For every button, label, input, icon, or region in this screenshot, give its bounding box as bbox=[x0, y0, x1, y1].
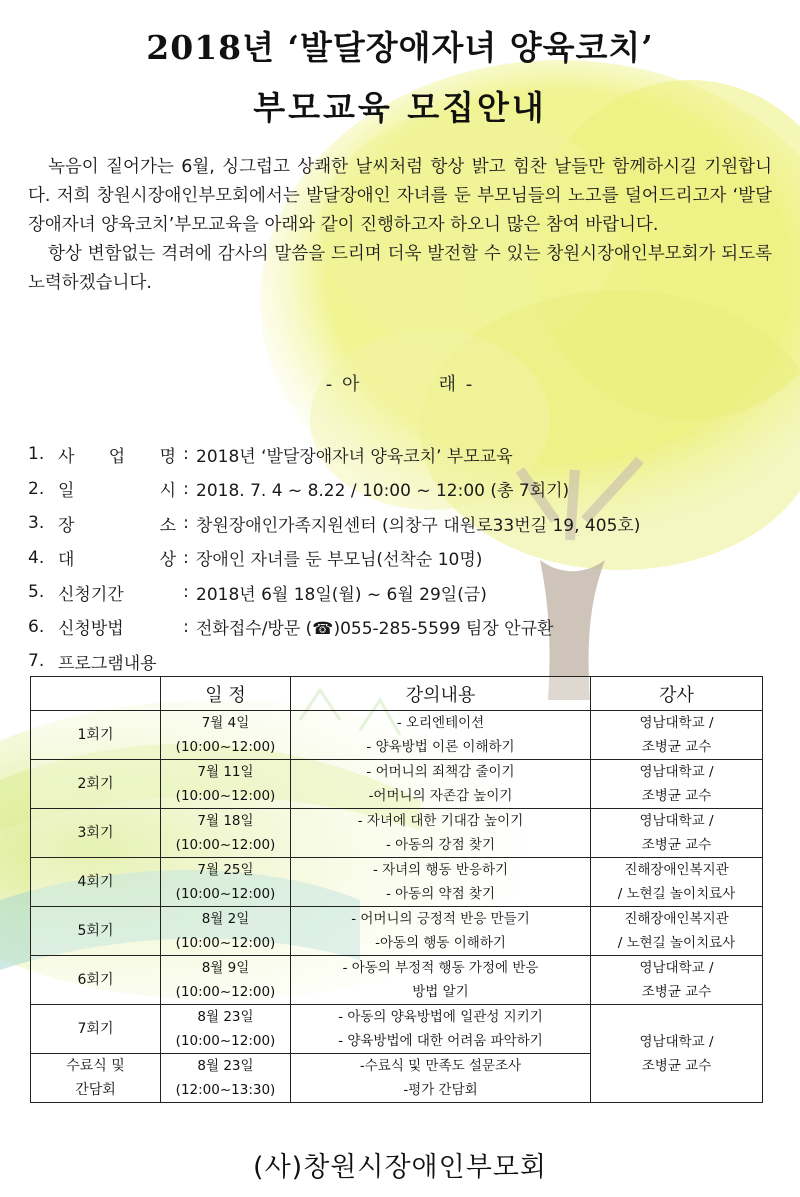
text-segment: -아동의 행동 이해하기 bbox=[375, 935, 506, 951]
program-table bbox=[30, 676, 763, 1103]
text-segment: 업 bbox=[108, 446, 126, 467]
table-cell bbox=[591, 956, 763, 1005]
header-content: 강의내용 bbox=[291, 677, 591, 711]
text-segment: 일 bbox=[58, 481, 75, 502]
text-segment: - 자녀의 행동 반응하기 bbox=[372, 862, 509, 878]
text-segment: 수료식 및 bbox=[66, 1058, 125, 1074]
text-segment: 2. bbox=[28, 478, 45, 499]
text-segment: : bbox=[183, 582, 189, 603]
text-segment: 대 bbox=[58, 550, 75, 571]
table-cell bbox=[291, 956, 591, 1005]
text-segment: - 아동의 양육방법에 일관성 지키기 bbox=[338, 1009, 543, 1025]
text-segment: 상 bbox=[159, 550, 176, 571]
info-list bbox=[28, 437, 788, 679]
text-segment: 7월 18일 bbox=[197, 813, 254, 829]
text-segment: 4. bbox=[28, 547, 45, 568]
text-segment: 장 bbox=[58, 515, 75, 536]
table-cell bbox=[161, 1005, 291, 1054]
table-cell: 2회기 bbox=[31, 760, 161, 809]
text-segment: 2018년 ‘발달장애자녀 양육코치’ 부모교육 bbox=[196, 446, 513, 467]
text-segment: / 노현길 놀이치료사 bbox=[617, 935, 736, 951]
text-segment: - 양육방법에 대한 어려움 파악하기 bbox=[338, 1033, 543, 1049]
text-segment: - 오리엔테이션 bbox=[396, 715, 485, 731]
text-segment: 조병균 교수 bbox=[641, 788, 712, 804]
text-segment: 신청기간 bbox=[58, 584, 124, 605]
text-segment: 3. bbox=[28, 513, 45, 534]
table-cell: 7회기 bbox=[31, 1005, 161, 1054]
header-lecturer: 강사 bbox=[591, 677, 763, 711]
table-row bbox=[31, 907, 763, 956]
text-segment: 8월 23일 bbox=[197, 1009, 254, 1025]
text-segment: 영남대학교 / bbox=[639, 715, 714, 731]
text-segment: 간담회 bbox=[75, 1082, 116, 1098]
text-segment: - 어머니의 긍정적 반응 만들기 bbox=[351, 911, 530, 927]
table-row bbox=[31, 1005, 763, 1054]
table-cell bbox=[291, 1005, 591, 1054]
table-cell bbox=[591, 711, 763, 760]
text-segment: 장애인 자녀를 둔 부모님(선착순 10명) bbox=[196, 550, 483, 571]
text-segment: : bbox=[183, 444, 189, 465]
text-segment: -어머니의 자존감 높이기 bbox=[368, 788, 513, 804]
text-segment: 7월 4일 bbox=[201, 715, 250, 731]
text-segment: : bbox=[183, 513, 189, 534]
table-row bbox=[31, 711, 763, 760]
table-cell bbox=[591, 1005, 763, 1103]
table-header-row bbox=[31, 677, 763, 711]
intro-paragraph-1: 녹음이 짙어가는 6월, 싱그럽고 상쾌한 날씨처럼 항상 밝고 힘찬 날들만 함께하시길 기원합니다. 저희 창원시장애인부모회에서는 발달장애인 자녀를 둔 부모님들의 노고를 덜어드리고자 ‘발달장애자녀 양육코치’부모교육을 아래와 같이 진행하고자 하오니 많은 참여 바랍니다. bbox=[28, 157, 772, 235]
text-segment: 진해장애인복지관 bbox=[624, 911, 729, 927]
table-cell bbox=[291, 858, 591, 907]
text-segment: 진해장애인복지관 bbox=[624, 862, 729, 878]
text-segment: 사 bbox=[58, 446, 75, 467]
text-segment bbox=[58, 649, 157, 674]
table-cell bbox=[291, 760, 591, 809]
table-cell: 6회기 bbox=[31, 956, 161, 1005]
text-segment: (10:00~12:00) bbox=[175, 1033, 276, 1049]
text-segment: 시 bbox=[159, 481, 176, 502]
text-segment: 8월 23일 bbox=[197, 1058, 254, 1074]
table-cell: 3회기 bbox=[31, 809, 161, 858]
table-cell: 1회기 bbox=[31, 711, 161, 760]
table-cell bbox=[161, 858, 291, 907]
text-segment: 1. bbox=[28, 444, 45, 465]
text-segment: : bbox=[183, 478, 189, 499]
table-cell bbox=[291, 809, 591, 858]
table-cell bbox=[161, 907, 291, 956]
table-cell bbox=[161, 956, 291, 1005]
text-segment: 영남대학교 / bbox=[639, 764, 714, 780]
text-segment: (10:00~12:00) bbox=[175, 788, 276, 804]
table-cell bbox=[291, 711, 591, 760]
contact-phone: 전화접수/방문 (☎)055-285-5599 팀장 안규환 bbox=[196, 619, 554, 640]
text-segment: 6. bbox=[28, 616, 45, 637]
text-segment: - 아동의 강점 찾기 bbox=[385, 837, 496, 853]
text-segment: : bbox=[183, 616, 189, 637]
table-cell: 4회기 bbox=[31, 858, 161, 907]
info-item-place bbox=[28, 506, 788, 541]
section-heading: - 아 래 - bbox=[325, 374, 475, 395]
table-cell bbox=[291, 907, 591, 956]
table-row bbox=[31, 760, 763, 809]
text-segment: (10:00~12:00) bbox=[175, 837, 276, 853]
text-segment: 조병균 교수 bbox=[641, 837, 712, 853]
text-segment: (12:00~13:30) bbox=[175, 1082, 276, 1098]
table-row bbox=[31, 809, 763, 858]
text-segment: 5. bbox=[28, 582, 45, 603]
info-item-program bbox=[28, 644, 788, 679]
text-segment bbox=[58, 442, 176, 467]
table-cell bbox=[161, 760, 291, 809]
info-item-name bbox=[28, 437, 788, 472]
text-segment: 조병균 교수 bbox=[641, 739, 712, 755]
table-cell bbox=[161, 809, 291, 858]
table-cell bbox=[31, 1054, 161, 1103]
text-segment: 프로그램내용 bbox=[58, 653, 157, 674]
text-segment: 7월 25일 bbox=[197, 862, 254, 878]
organization-name: (사)창원시장애인부모회 bbox=[253, 1152, 547, 1183]
text-segment: 2018. 7. 4 ~ 8.22 / 10:00 ~ 12:00 (총 7회기) bbox=[196, 481, 570, 502]
text-segment: 조병균 교수 bbox=[641, 1057, 712, 1074]
text-segment bbox=[58, 580, 176, 605]
text-segment: - 양육방법 이론 이해하기 bbox=[366, 739, 515, 755]
text-segment: (10:00~12:00) bbox=[175, 739, 276, 755]
text-segment: (10:00~12:00) bbox=[175, 886, 276, 902]
text-segment: 소 bbox=[159, 515, 176, 536]
text-segment: - 어머니의 죄책감 줄이기 bbox=[366, 764, 515, 780]
table-cell bbox=[591, 760, 763, 809]
text-segment: 2018년 6월 18일(월) ~ 6월 29일(금) bbox=[196, 584, 487, 605]
text-segment bbox=[58, 614, 176, 639]
table-cell bbox=[591, 907, 763, 956]
info-item-target bbox=[28, 541, 788, 576]
text-segment: 명 bbox=[159, 446, 176, 467]
page-title-line1: 2018년 ‘발달장애자녀 양육코치’ bbox=[146, 28, 654, 67]
table-row bbox=[31, 956, 763, 1005]
header-session bbox=[31, 677, 161, 711]
text-segment: 신청방법 bbox=[58, 619, 124, 640]
page-title-line2: 부모교육 모집안내 bbox=[253, 88, 547, 127]
text-segment: 8월 2일 bbox=[201, 911, 250, 927]
text-segment: / 노현길 놀이치료사 bbox=[617, 886, 736, 902]
text-segment: 조병균 교수 bbox=[641, 984, 712, 1000]
info-item-schedule bbox=[28, 472, 788, 507]
text-segment: (10:00~12:00) bbox=[175, 935, 276, 951]
text-segment: 7월 11일 bbox=[197, 764, 254, 780]
table-cell bbox=[161, 1054, 291, 1103]
intro-paragraph-2: 항상 변함없는 격려에 감사의 말씀을 드리며 더욱 발전할 수 있는 창원시장애인부모회가 되도록 노력하겠습니다. bbox=[28, 244, 772, 293]
table-row bbox=[31, 858, 763, 907]
text-segment: : bbox=[183, 547, 189, 568]
text-segment: -수료식 및 만족도 설문조사 bbox=[359, 1058, 522, 1074]
info-item-method bbox=[28, 610, 788, 645]
text-segment: (10:00~12:00) bbox=[175, 984, 276, 1000]
text-segment: - 자녀에 대한 기대감 높이기 bbox=[357, 813, 524, 829]
text-segment: 영남대학교 / bbox=[639, 960, 714, 976]
text-segment bbox=[58, 511, 176, 536]
text-segment: 8월 9일 bbox=[201, 960, 250, 976]
text-segment: - 아동의 부정적 행동 가정에 반응 bbox=[342, 960, 539, 976]
table-cell bbox=[291, 1054, 591, 1103]
text-segment: 영남대학교 / bbox=[639, 1033, 714, 1050]
table-cell bbox=[591, 858, 763, 907]
text-segment bbox=[58, 545, 176, 570]
table-cell bbox=[591, 809, 763, 858]
info-item-period bbox=[28, 575, 788, 610]
table-cell bbox=[161, 711, 291, 760]
table-cell: 5회기 bbox=[31, 907, 161, 956]
text-segment: 방법 알기 bbox=[412, 984, 469, 1000]
header-schedule: 일 정 bbox=[161, 677, 291, 711]
text-segment: - 아동의 약점 찾기 bbox=[385, 886, 496, 902]
intro-text bbox=[28, 153, 772, 298]
text-segment: 7. bbox=[28, 651, 45, 672]
text-segment bbox=[58, 476, 176, 501]
text-segment: 영남대학교 / bbox=[639, 813, 714, 829]
text-segment: -평가 간담회 bbox=[403, 1082, 478, 1098]
text-segment: 창원장애인가족지원센터 (의창구 대원로33번길 19, 405호) bbox=[196, 515, 641, 536]
